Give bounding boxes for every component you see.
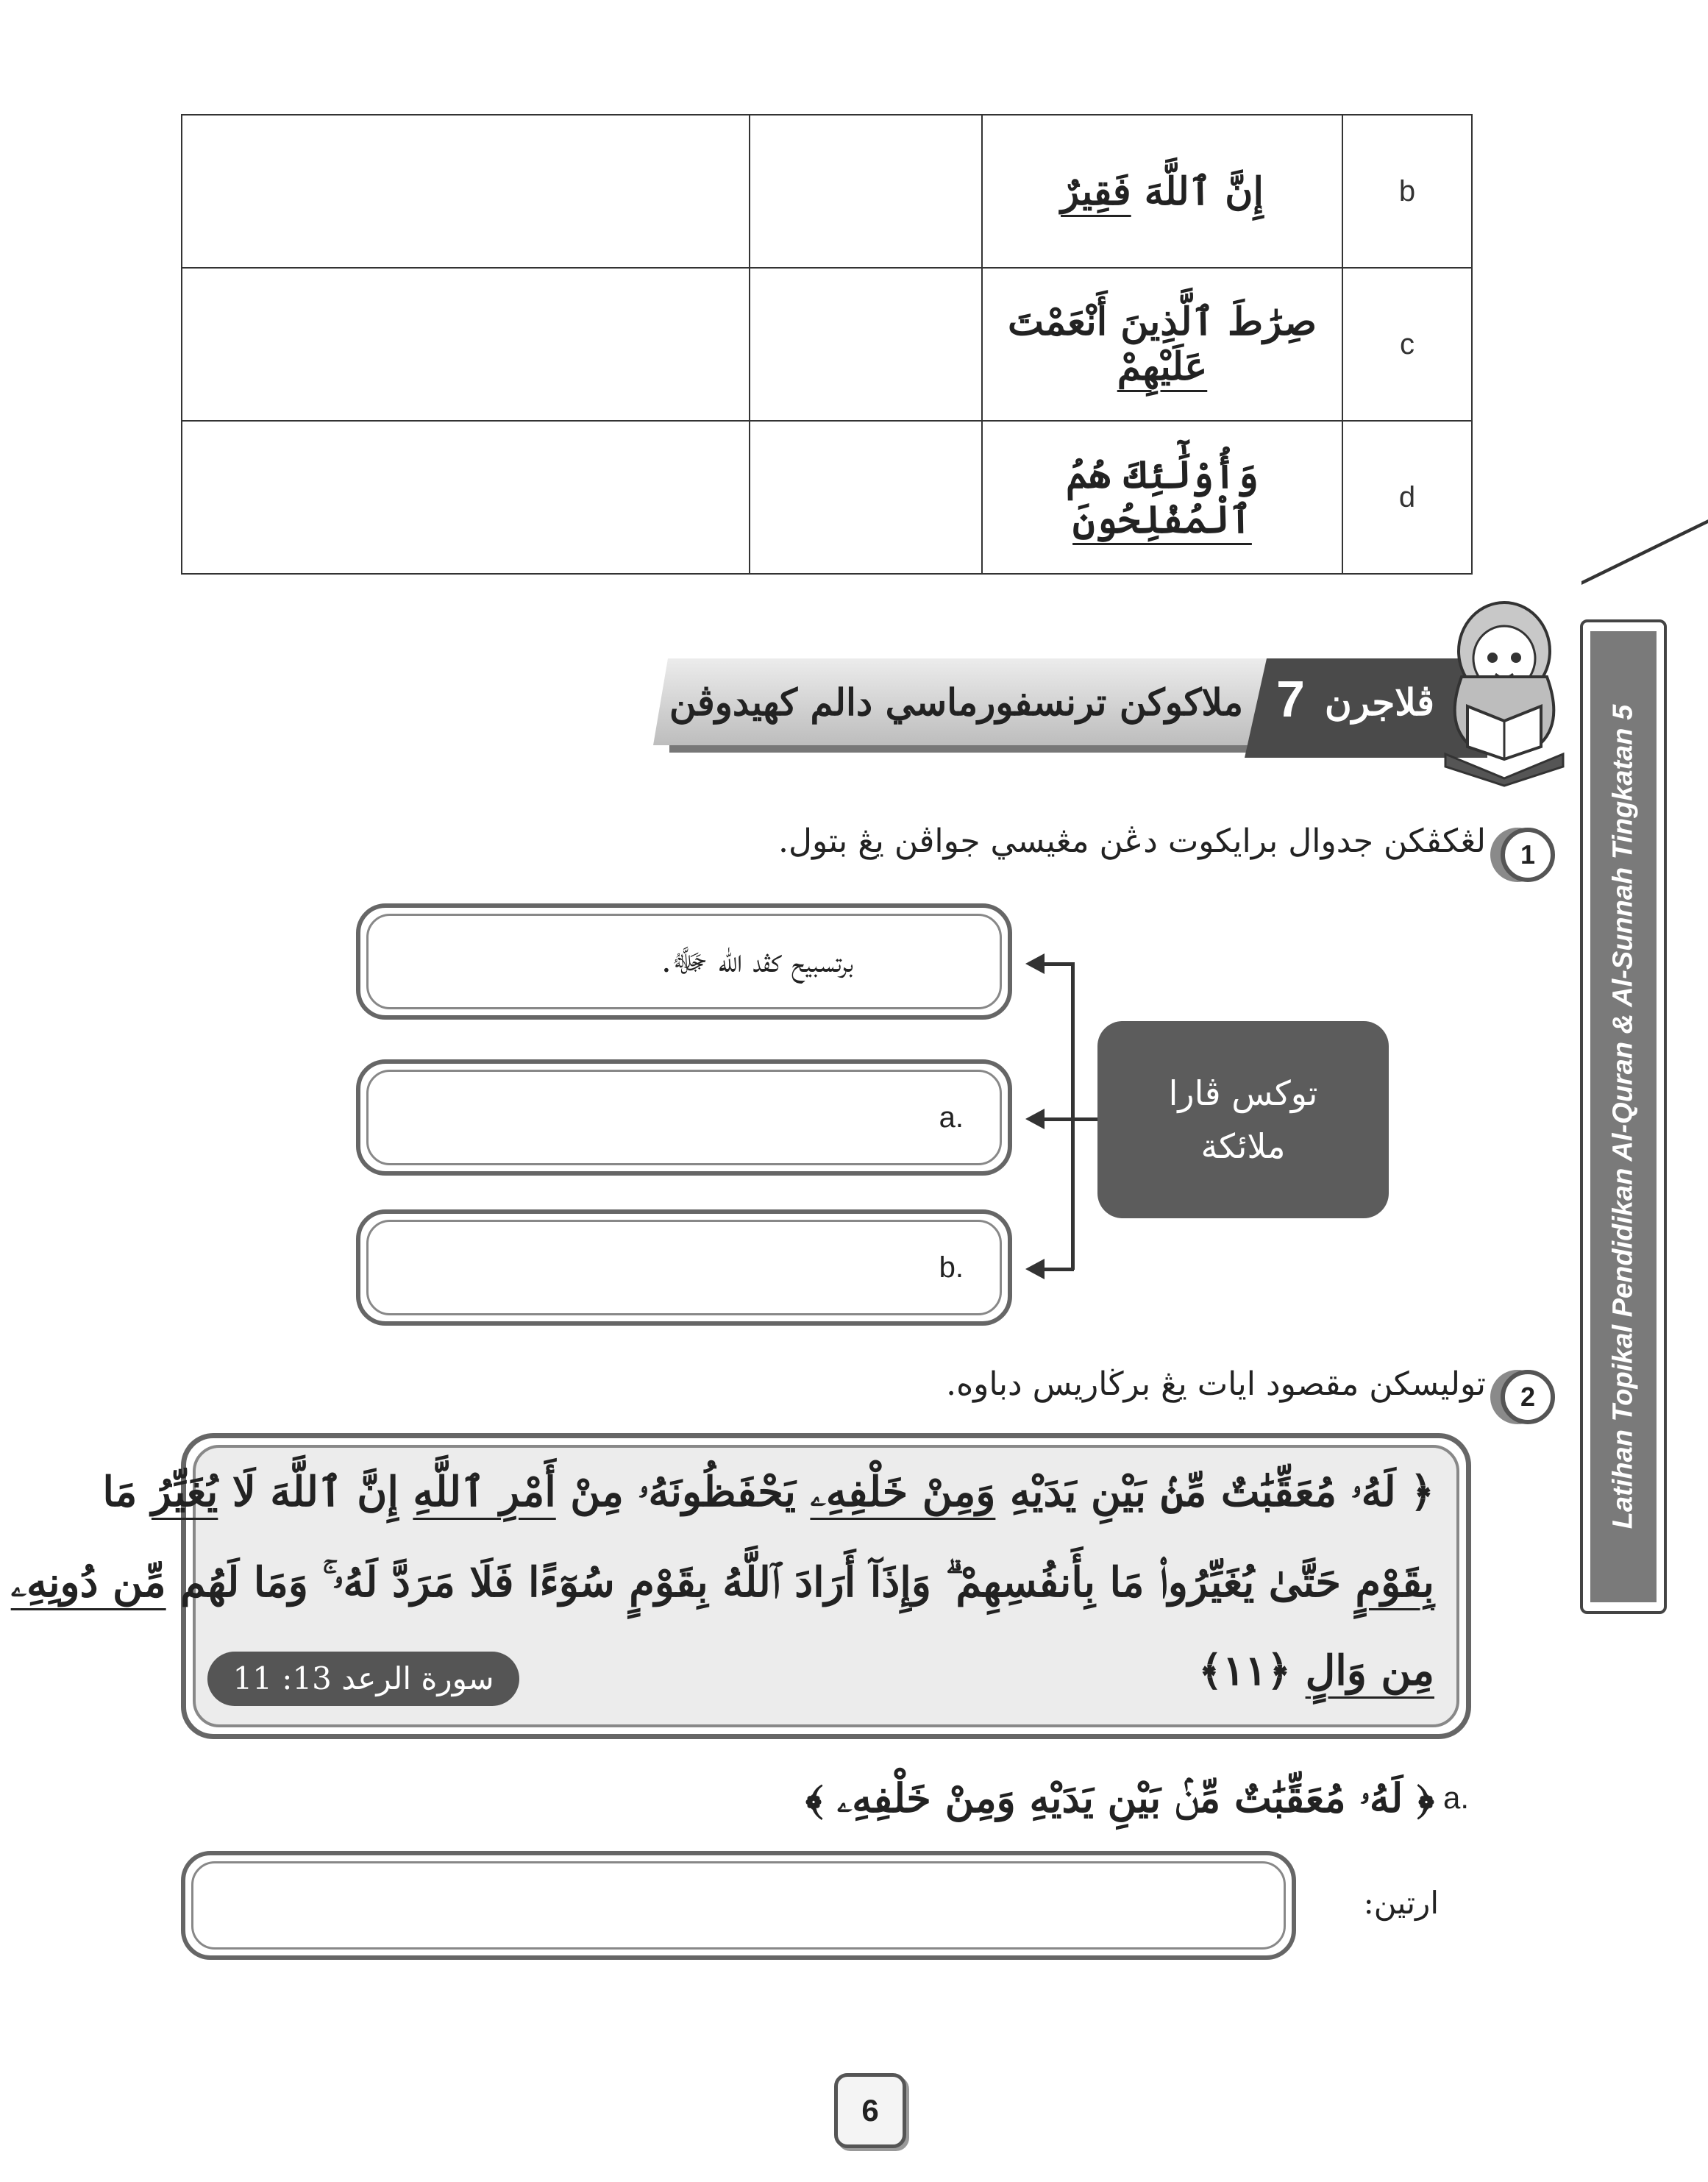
answer-cell[interactable] — [182, 421, 750, 574]
book-title: Latihan Topikal Pendidikan Al-Quran & Al-Sunnah Tingkatan 5 — [1607, 704, 1639, 1529]
given-answer-text: برتسبيح كڤد الله ﷻ. — [661, 942, 853, 980]
question-1-instruction: لڠكڤكن جدوال برايكوت دڠن مڠيسي جواڤن يڠ بتول. — [778, 822, 1486, 860]
center-topic-box — [1097, 1021, 1389, 1218]
page-number: 6 — [834, 2073, 906, 2148]
connector-middle — [1045, 1117, 1097, 1121]
girl-reading-icon — [1416, 596, 1593, 787]
connector-vertical — [1071, 962, 1075, 1270]
connector-top — [1045, 962, 1074, 966]
ayah-cell: إِنَّ ٱللَّهَ فَقِيرٌ — [982, 115, 1342, 268]
row-label: b — [1342, 115, 1472, 268]
question-2-instruction: توليسكن مقصود ايات يڠ برڬاريس دباوه. — [946, 1365, 1486, 1403]
answer-cell[interactable] — [182, 115, 750, 268]
surah-reference: سورة الرعد 13: 11 — [207, 1652, 519, 1706]
answer-cell[interactable] — [750, 115, 982, 268]
connector-bottom — [1045, 1268, 1074, 1271]
translation-answer-box[interactable] — [181, 1851, 1296, 1960]
answer-label-b: b. — [939, 1251, 964, 1284]
verse-line-3: مِن وَالٍ ﴿١١﴾ — [1198, 1646, 1434, 1695]
table-row — [182, 115, 1472, 268]
exercise-table — [181, 114, 1473, 575]
verse-line-1: ﴿ لَهُۥ مُعَقِّبَٰتٌ مِّنۢ بَيْنِ يَدَيْهِ وَمِنْ خَلْفِهِۦ يَحْفَظُونَهُۥ مِنْ أَمْرِ ٱللَّهِ إِنَّ ٱللَّهَ لَا يُغَيِّرُ مَا — [102, 1468, 1434, 1516]
ayah-cell: وَأُوْلَٰٓئِكَ هُمُ ٱلْمُفْلِحُونَ — [982, 421, 1342, 574]
section-number: 7 — [1276, 670, 1305, 728]
sub-question-ayah: ﴿ لَهُۥ مُعَقِّبَٰتٌ مِّنۢ بَيْنِ يَدَيْهِ وَمِنْ خَلْفِهِۦ ﴾ — [805, 1774, 1434, 1822]
center-topic-line1: توكس ڤارا — [1168, 1073, 1318, 1113]
center-topic-line2: ملائكة — [1200, 1126, 1286, 1166]
section-tag: ڤلاجرن — [1325, 680, 1434, 724]
arrow-left-icon — [1025, 953, 1045, 974]
row-label: d — [1342, 421, 1472, 574]
row-label: c — [1342, 268, 1472, 421]
table-row — [182, 268, 1472, 421]
arrow-left-icon — [1025, 1259, 1045, 1279]
question-number-1: 1 — [1501, 828, 1555, 882]
answer-box-given — [356, 903, 1012, 1020]
answer-cell[interactable] — [750, 421, 982, 574]
question-number-2: 2 — [1501, 1370, 1555, 1424]
answer-box-b[interactable] — [356, 1209, 1012, 1326]
table-row — [182, 421, 1472, 574]
sub-question-label: a. — [1443, 1780, 1470, 1815]
arrow-left-icon — [1025, 1109, 1045, 1129]
answer-cell[interactable] — [750, 268, 982, 421]
ayah-cell: صِرَٰطَ ٱلَّذِينَ أَنْعَمْتَ عَلَيْهِمْ — [982, 268, 1342, 421]
translation-label: ارتين: — [1363, 1885, 1439, 1921]
answer-label-a: a. — [939, 1101, 964, 1134]
verse-line-2: بِقَوْمٍ حَتَّىٰ يُغَيِّرُوا۟ مَا بِأَنفُسِهِمْ ۗ وَإِذَآ أَرَادَ ٱللَّهُ بِقَوْمٍ سُوٓءًا فَلَا مَرَدَّ لَهُۥ ۚ وَمَا لَهُم مِّن دُونِهِۦ — [10, 1558, 1434, 1607]
section-title: ملاكوكن ترنسفورماسي دالم كهيدوڤن — [669, 680, 1243, 724]
answer-box-a[interactable] — [356, 1059, 1012, 1176]
answer-cell[interactable] — [182, 268, 750, 421]
